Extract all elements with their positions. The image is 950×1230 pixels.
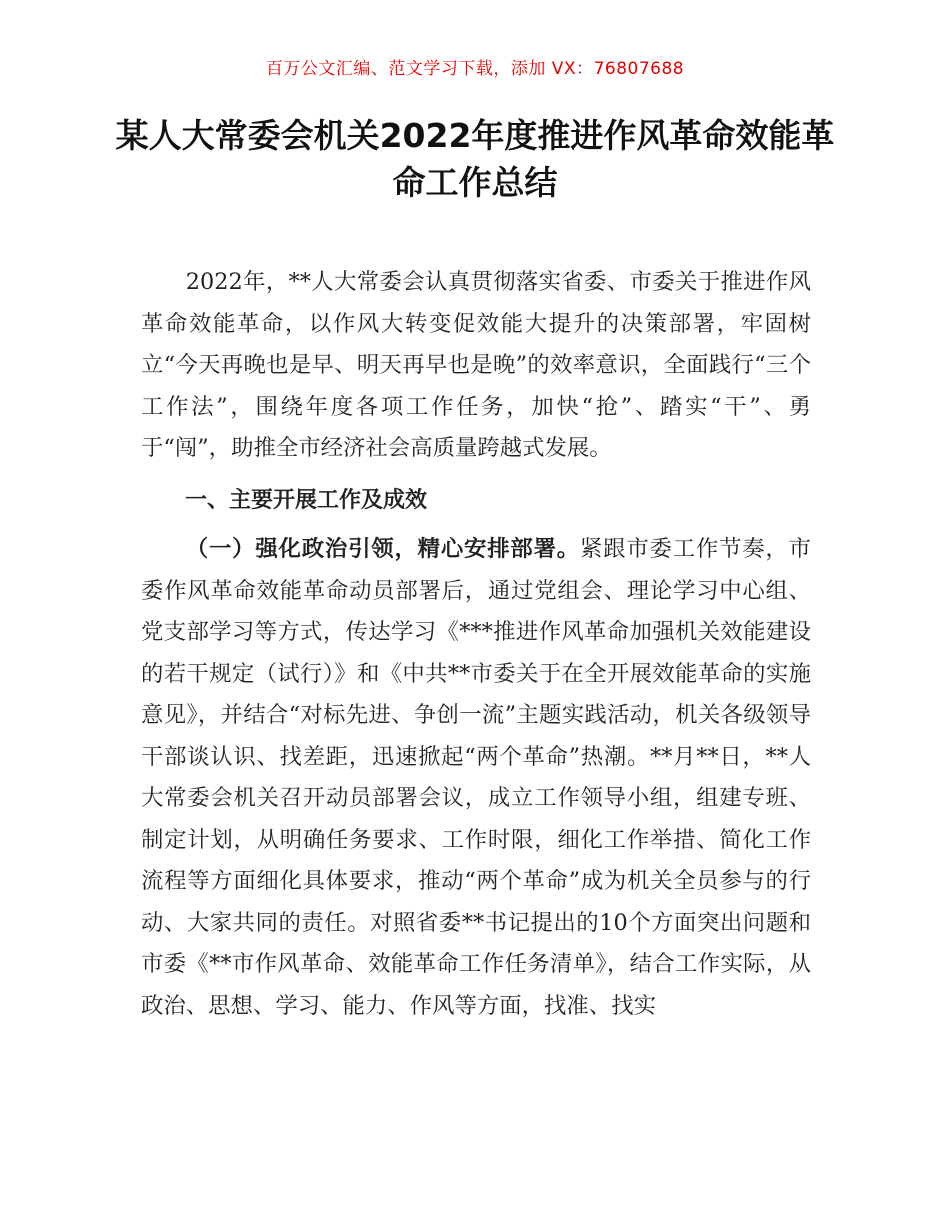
subsection-lead: （一）强化政治引领，精心安排部署。	[185, 536, 580, 562]
document-title: 某人大常委会机关2022年度推进作风革命效能革命工作总结	[115, 116, 835, 202]
document-body	[141, 262, 811, 1027]
subsection-text: 紧跟市委工作节奏，市委作风革命效能革命动员部署后，通过党组会、理论学习中心组、党支部学习等方式，传达学习《***推进作风革命加强机关效能建设的若干规定（试行）》和《中共**市委关于在全开展效能革命的实施意见》，并结合“对标先进、争创一流”主题实践活动，机关各级领导干部谈认识、找差距，迅速掀起“两个革命”热潮。**月**日，**人大常委会机关召开动员部署会议，成立工作领导小组，组建专班、制定计划，从明确任务要求、工作时限，细化工作举措、简化工作流程等方面细化具体要求，推动“两个革命”成为机关全员参与的行动、大家共同的责任。对照省委**书记提出的10个方面突出问题和市委《**市作风革命、效能革命工作任务清单》，结合工作实际，从政治、思想、学习、能力、作风等方面，找准、找实	[141, 536, 812, 1019]
intro-paragraph: 2022年，**人大常委会认真贯彻落实省委、市委关于推进作风革命效能革命，以作风大转变促效能大提升的决策部署，牢固树立“今天再晚也是早、明天再早也是晚”的效率意识，全面践行“三个工作法”，围绕年度各项工作任务，加快“抢”、踏实“干”、勇于“闯”，助推全市经济社会高质量跨越式发展。	[141, 269, 811, 461]
subsection-paragraph	[141, 529, 811, 1027]
watermark-header: 百万公文汇编、范文学习下载，添加 VX：76807688	[265, 59, 685, 79]
section-heading: 一、主要开展工作及成效	[185, 487, 428, 513]
